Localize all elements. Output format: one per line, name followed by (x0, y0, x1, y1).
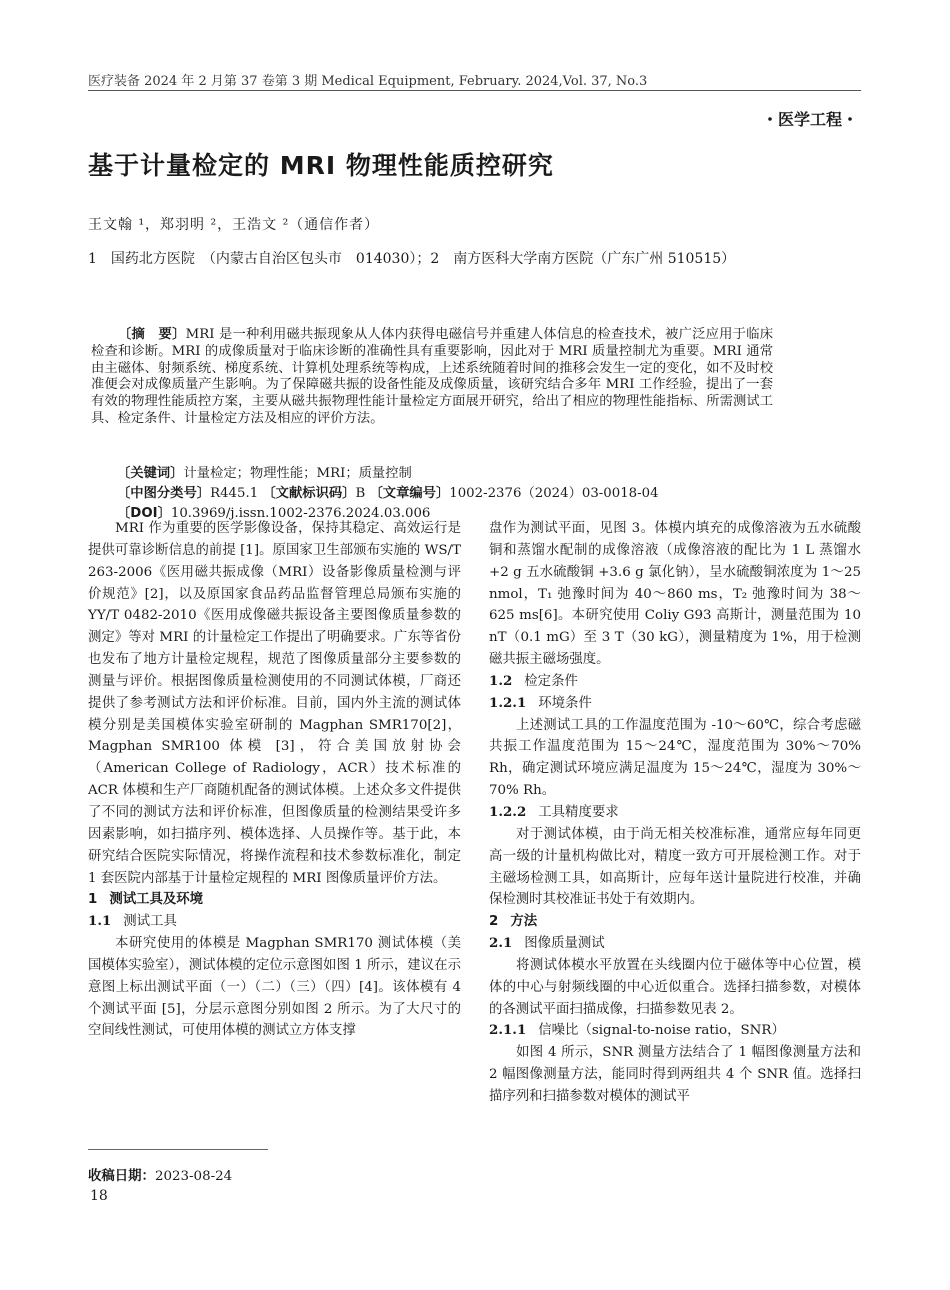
received-date: 2023-08-24 (154, 1169, 233, 1184)
section-tag: ・医学工程・ (761, 110, 858, 129)
footnote-rule (88, 1149, 268, 1150)
section-heading-1-2: 1.2 检定条件 (489, 672, 578, 689)
received-label: 收稿日期： (88, 1169, 155, 1184)
authors: 王文翰 ¹，郑羽明 ²，王浩文 ²（通信作者） (88, 217, 380, 233)
abstract (91, 327, 773, 428)
body-right-column (489, 518, 861, 1108)
article-no-value: 1002-2376（2024）03-0018-04 (449, 486, 659, 501)
accuracy-paragraph: 对于测试体模，由于尚无相关校准标准，通常应每年同更高一级的计量机构做比对，精度一致方可开展检测工作。对于主磁场检测工具，如高斯计，应每年送计量院进行校准，并确保检测时其校准证书处于有效期内。 (489, 826, 861, 908)
doi-value: 10.3969/j.issn.1002-2376.2024.03.006 (170, 506, 431, 521)
keywords-label: 〔关键词〕 (117, 466, 184, 481)
intro-paragraph: MRI 作为重要的医学影像设备，保持其稳定、高效运行是提供可靠诊断信息的前提 [1]。原国家卫生部颁布实施的 WS/T 263-2006《医用磁共振成像（MRI）设备影像质量检测与评价规范》[2]，以及原国家食品药品监督管理总局颁布实施的 YY/T 0482-2010《医用成像磁共振设备主要图像质量参数的测定》等对 MRI 的计量检定工作提出了明确要求。广东等省份也发布了地方计量检定规程，规范了图像质量部分主要参数的测量与评价。根据图像质量检测使用的不同测试体模，厂商还提供了参考测试方法和评价标准。目前，国内外主流的测试体模分别是美国模体实验室研制的 Magphan SMR170[2]，Magphan SMR100 体模 [3]，符合美国放射协会（American College of Radiology，ACR）技术标准的 ACR 体模和生产厂商随机配备的测试体模。上述众多文件提供了不同的测试方法和评价标准，但图像质量的检测结果受许多因素影响，如扫描序列、模体选择、人员操作等。基于此，本研究结合医院实际情况，将操作流程和技术参数标准化，制定 1 套医院内部基于计量检定规程的 MRI 图像质量评价方法。 (88, 521, 461, 886)
section-heading-1-2-2: 1.2.2 工具精度要求 (489, 803, 619, 820)
body-left-column (88, 518, 461, 1042)
article-no-label: 〔文章编号〕 (369, 486, 450, 501)
section-heading-1: 1 测试工具及环境 (88, 892, 204, 908)
doc-code-value: B (355, 486, 366, 501)
snr-paragraph: 如图 4 所示，SNR 测量方法结合了 1 幅图像测量方法和 2 幅图像测量方法，能同时得到两组共 4 个 SNR 值。选择扫描序列和扫描参数对模体的测试平 (489, 1045, 861, 1104)
image-quality-paragraph: 将测试体模水平放置在头线圈内位于磁体等中心位置，模体的中心与射频线圈的中心近似重合。选择扫描参数，对模体的各测试平面扫描成像，扫描参数见表 2。 (489, 957, 861, 1017)
abstract-text: MRI 是一种利用磁共振现象从人体内获得电磁信号并重建人体信息的检查技术，被广泛应用于临床检查和诊断。MRI 的成像质量对于临床诊断的准确性具有重要影响，因此对于 MRI 质量控制尤为重要。MRI 通常由主磁体、射频系统、梯度系统、计算机处理系统等构成，上述系统随着时间的推移会发生一定的变化，如不及时校准便会对成像质量产生影响。为了保障磁共振的设备性能及成像质量，该研究结合多年 MRI 工作经验，提出了一套有效的物理性能质控方案，主要从磁共振物理性能计量检定方面展开研究，给出了相应的物理性能指标、所需测试工具、检定条件、计量检定方法及相应的评价方法。 (91, 327, 774, 426)
doc-code-label: 〔文献标识码〕 (262, 486, 356, 501)
clc-value: R445.1 (210, 486, 259, 501)
section-heading-1-2-1: 1.2.1 环境条件 (489, 694, 592, 711)
keywords-line (117, 462, 412, 481)
abstract-label: 〔摘 要〕 (118, 327, 186, 342)
section-heading-2-1-1: 2.1.1 信噪比（signal-to-noise ratio，SNR） (489, 1022, 785, 1039)
section-heading-2-1: 2.1 图像质量测试 (489, 935, 605, 952)
section-heading-1-1: 1.1 测试工具 (88, 913, 177, 930)
tools-paragraph: 本研究使用的体模是 Magphan SMR170 测试体模（美国模体实验室），测试体模的定位示意图如图 1 所示，建议在示意图上标出测试平面（一）（二）（三）（四）[4]。该体模有 4 个测试平面 [5]，分层示意图分别如图 2 所示。为了大尺寸的空间线性测试，可使用体模的测试立方体支撑 (88, 936, 461, 1039)
received-date-line (88, 1165, 232, 1184)
article-title: 基于计量检定的 MRI 物理性能质控研究 (88, 151, 554, 180)
doi-label: 〔DOI〕 (117, 506, 171, 521)
section-heading-2: 2 方法 (489, 914, 538, 930)
environment-paragraph: 上述测试工具的工作温度范围为 -10～60℃，综合考虑磁共振工作温度范围为 15～24℃，湿度范围为 30%～70% Rh，确定测试环境应满足温度为 15～24℃，湿度为 30%～70% Rh。 (489, 717, 861, 799)
running-head: 医疗装备 2024 年 2 月第 37 卷第 3 期 Medical Equipment, February. 2024,Vol. 37, No.3 (88, 74, 648, 89)
phantom-paragraph: 盘作为测试平面，见图 3。体模内填充的成像溶液为五水硫酸铜和蒸馏水配制的成像溶液（成像溶液的配比为 1 L 蒸馏水 +2 g 五水硫酸铜 +3.6 g 氯化钠），呈水硫酸铜浓度为 1～25 nmol，T₁ 弛豫时间为 40～860 ms，T₂ 弛豫时间为 38～625 ms[6]。本研究使用 Coliy G93 高斯计，测量范围为 10 nT（0.1 mG）至 3 T（30 kG），测量精度为 1%，用于检测磁共振主磁场强度。 (489, 521, 861, 668)
keywords: 计量检定；物理性能；MRI；质量控制 (183, 466, 412, 481)
affiliations: 1 国药北方医院 （内蒙古自治区包头市 014030）；2 南方医科大学南方医院（广东广州 510515） (88, 251, 736, 267)
page-number: 18 (90, 1188, 108, 1204)
header-rule (88, 90, 861, 91)
classification-line (117, 482, 659, 501)
clc-label: 〔中图分类号〕 (117, 486, 211, 501)
